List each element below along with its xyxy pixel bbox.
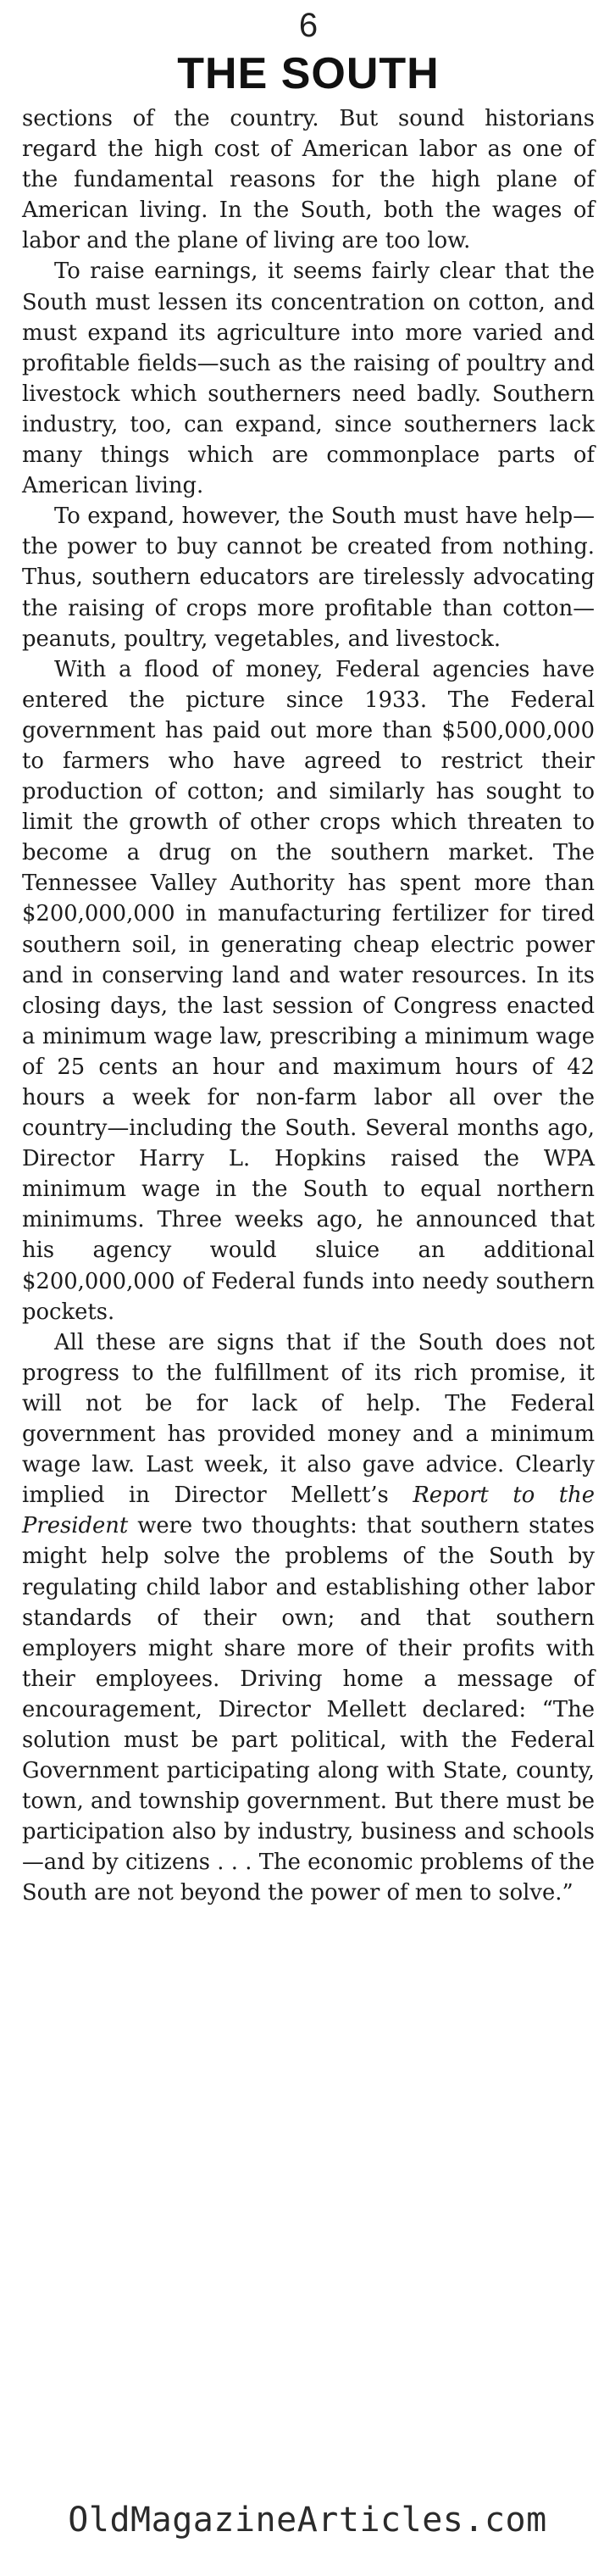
page-number: 6 bbox=[298, 7, 319, 44]
paragraph-5-text-start: All these are signs that if the South does not progress to the fulfillment of its rich promise, it will not be for lack of help. The Federal government has provided money and a minimum wage law. Last week, it also gave advice. Clearly implied in Director Mellett’s bbox=[22, 1329, 595, 1509]
article-paragraph-1: sections of the country. But sound historians regard the high cost of American labor as one of the fundamental reasons for the high plane of American living. In the South, both the wages of labor and the plane of living are too low. bbox=[22, 106, 595, 254]
paragraph-5-text-end: were two thoughts: that southern states might help solve the problems of the South by regulating child labor and establishing other labor standards of their own; and that southern employers might share more of their profits with their employees. Driving home a message of encouragement, Director Mellett declared: “The solution must be part political, with the Federal Government participating along with State, county, town, and township government. But there must be participation also by industry, business and schools—and by citizens . . . The economic problems of the South are not beyond the power of men to solve.” bbox=[22, 1513, 596, 1906]
section-title: THE SOUTH bbox=[177, 49, 440, 98]
article-paragraph-3: To expand, however, the South must have help—the power to buy cannot be created from nothing. Thus, southern educators are tirelessly advocating the raising of crops more profitable than cotton—peanuts, poultry, vegetables, and livestock. bbox=[22, 504, 595, 652]
report-title-italic: Report to the President bbox=[22, 1483, 596, 1539]
site-watermark: OldMagazineArticles.com bbox=[68, 2501, 547, 2540]
article-body bbox=[22, 103, 595, 1909]
article-paragraph-2: To raise earnings, it seems fairly clear that the South must lessen its concentration on cotton, and must expand its agriculture into more varied and profitable fields—such as the raising of poultry and livestock which southerners need badly. Southern industry, too, can expand, since southerners lack many things which are commonplace parts of American living. bbox=[22, 259, 595, 499]
article-paragraph-5 bbox=[22, 1327, 595, 1909]
article-paragraph-4: With a flood of money, Federal agencies have entered the picture since 1933. The Federal government has paid out more than $500,000,000 to farmers who have agreed to restrict their production of cotton; and similarly has sought to limit the growth of other crops which threaten to become a drug on the southern market. The Tennessee Valley Authority has spent more than $200,000,000 in manufacturing fertilizer for tired southern soil, in generating cheap electric power and in conserving land and water resources. In its closing days, the last session of Congress enacted a minimum wage law, prescribing a minimum wage of 25 cents an hour and maximum hours of 42 hours a week for non-farm labor all over the country—including the South. Several months ago, Director Harry L. Hopkins raised the WPA minimum wage in the South to equal northern minimums. Three weeks ago, he announced that his agency would sluice an additional $200,000,000 of Federal funds into needy southern pockets. bbox=[22, 656, 595, 1325]
